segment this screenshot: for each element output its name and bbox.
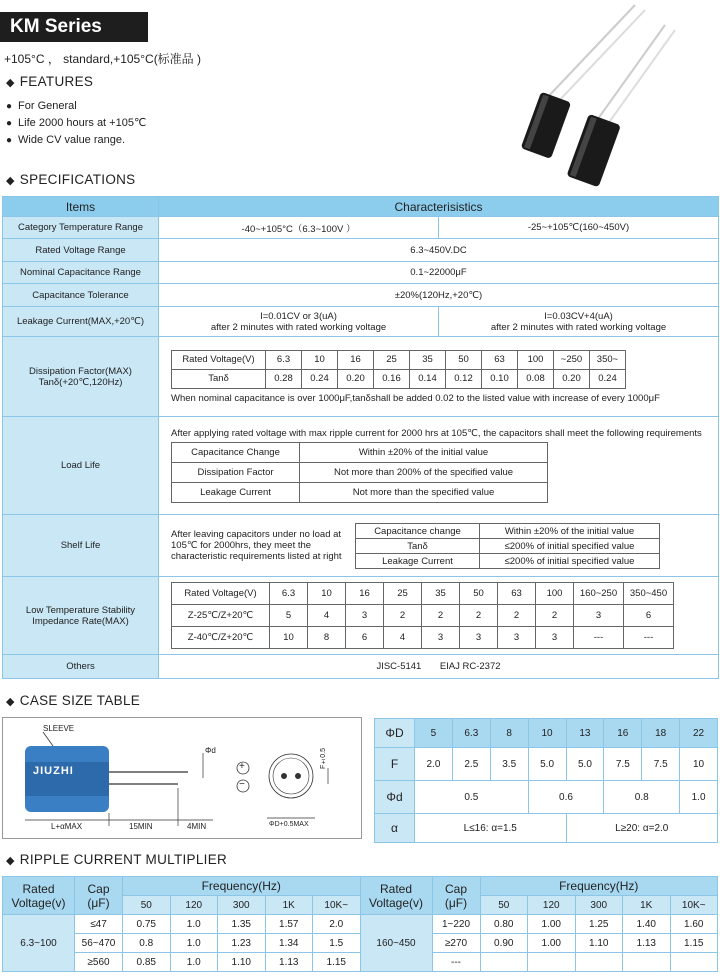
table-cell: ≥560 bbox=[75, 953, 123, 972]
table-cell: 350~ bbox=[590, 350, 626, 369]
table-cell: 1.0 bbox=[170, 953, 218, 972]
capacitor-photo bbox=[505, 0, 685, 190]
category-temp-label: Category Temperature Range bbox=[3, 217, 159, 239]
table-cell: 0.85 bbox=[123, 953, 171, 972]
table-cell: 35 bbox=[410, 350, 446, 369]
table-cell: 1.0 bbox=[170, 934, 218, 953]
table-cell: 120 bbox=[170, 896, 218, 915]
nominal-capacitance-label: Nominal Capacitance Range bbox=[3, 262, 159, 284]
right-voltage-range: 160~450 bbox=[360, 915, 432, 972]
table-cell: 350~450 bbox=[624, 583, 674, 605]
table-cell: Capacitance Change bbox=[172, 443, 300, 463]
table-cell: 35 bbox=[422, 583, 460, 605]
table-cell: Dissipation Factor bbox=[172, 463, 300, 483]
table-cell: 1.10 bbox=[218, 953, 266, 972]
low-temp-label bbox=[3, 577, 159, 655]
table-cell: 3 bbox=[574, 605, 624, 627]
table-cell: 16 bbox=[338, 350, 374, 369]
table-cell: --- bbox=[574, 627, 624, 649]
leakage-current-low bbox=[159, 307, 439, 337]
table-cell: 3 bbox=[498, 627, 536, 649]
table-cell: 8 bbox=[308, 627, 346, 649]
heading-text: RIPPLE CURRENT MULTIPLIER bbox=[19, 852, 228, 867]
table-cell: ≥270 bbox=[432, 934, 480, 953]
table-cell: 2.0 bbox=[313, 915, 361, 934]
table-cell: 0.24 bbox=[590, 369, 626, 388]
nominal-capacitance-value: 0.1~22000μF bbox=[159, 262, 719, 284]
table-cell: 50 bbox=[446, 350, 482, 369]
table-cell: 0.90 bbox=[480, 934, 528, 953]
table-cell: Rated Voltage(V) bbox=[172, 350, 266, 369]
features-heading bbox=[6, 74, 93, 89]
table-cell: 0.12 bbox=[446, 369, 482, 388]
table-cell bbox=[670, 953, 718, 972]
load-life-label: Load Life bbox=[3, 417, 159, 515]
load-life-table bbox=[171, 442, 548, 503]
table-cell: 0.08 bbox=[518, 369, 554, 388]
table-cell: Z-40℃/Z+20℃ bbox=[172, 627, 270, 649]
table-cell: 1.13 bbox=[623, 934, 671, 953]
table-cell: 1.15 bbox=[313, 953, 361, 972]
cap-header: Cap (μF) bbox=[432, 877, 480, 915]
table-cell: 6 bbox=[624, 605, 674, 627]
ripple-current-table bbox=[2, 876, 718, 972]
text-line: after 2 minutes with rated working voltage bbox=[490, 321, 667, 333]
table-cell: 1K bbox=[623, 896, 671, 915]
table-cell: 25 bbox=[384, 583, 422, 605]
table-cell bbox=[575, 953, 623, 972]
table-cell: 1.15 bbox=[670, 934, 718, 953]
table-cell: 4 bbox=[384, 627, 422, 649]
category-temp-low: -40~+105°C（6.3~100V ） bbox=[159, 217, 439, 239]
shelf-life-label: Shelf Life bbox=[3, 515, 159, 577]
table-cell: 1.34 bbox=[265, 934, 313, 953]
table-cell: 6.3 bbox=[266, 350, 302, 369]
table-cell: 1.60 bbox=[670, 915, 718, 934]
table-cell: Z-25℃/Z+20℃ bbox=[172, 605, 270, 627]
table-cell: 2 bbox=[384, 605, 422, 627]
table-cell: 5.0 bbox=[528, 748, 566, 781]
heading-text: FEATURES bbox=[19, 74, 94, 89]
table-cell: 10 bbox=[270, 627, 308, 649]
table-cell: 6 bbox=[346, 627, 384, 649]
table-cell: ≤200% of initial specified value bbox=[480, 539, 660, 554]
table-cell: 50 bbox=[480, 896, 528, 915]
table-cell: 1.00 bbox=[528, 934, 576, 953]
lead-min-dimension: 15MIN bbox=[129, 822, 153, 831]
low-temp-table bbox=[171, 582, 674, 649]
table-cell: 3 bbox=[460, 627, 498, 649]
capacitance-tolerance-value: ±20%(120Hz,+20℃) bbox=[159, 284, 719, 307]
text-line: Low Temperature Stability bbox=[25, 604, 136, 616]
table-cell: 1.0 bbox=[680, 781, 718, 814]
frequency-header: Frequency(Hz) bbox=[480, 877, 718, 896]
table-cell: 4 bbox=[308, 605, 346, 627]
heading-text: CASE SIZE TABLE bbox=[19, 693, 141, 708]
table-cell: 3 bbox=[346, 605, 384, 627]
characteristics-header: Characterisistics bbox=[159, 197, 719, 217]
table-cell: 63 bbox=[482, 350, 518, 369]
table-cell: 3 bbox=[422, 627, 460, 649]
table-cell: Within ±20% of the initial value bbox=[480, 524, 660, 539]
shelf-life-note: After leaving capacitors under no load at 105℃ for 2000hrs, they meet the characteristic requirements listed at right bbox=[171, 529, 342, 562]
feature-item: ● Life 2000 hours at +105℃ bbox=[6, 115, 146, 132]
load-life-note: After applying rated voltage with max ripple current for 2000 hrs at 105℃, the capacitors shall meet the following requirements bbox=[171, 428, 702, 439]
table-cell: 10K~ bbox=[670, 896, 718, 915]
table-cell: 6.3 bbox=[270, 583, 308, 605]
table-cell: 2 bbox=[498, 605, 536, 627]
heading-text: SPECIFICATIONS bbox=[19, 172, 136, 187]
specifications-table bbox=[2, 196, 719, 679]
table-cell bbox=[528, 953, 576, 972]
table-cell: 1.25 bbox=[575, 915, 623, 934]
table-cell: 0.28 bbox=[266, 369, 302, 388]
table-cell: ≤47 bbox=[75, 915, 123, 934]
pitch-dimension: F±0.5 bbox=[320, 748, 327, 770]
table-cell: 10 bbox=[528, 719, 566, 748]
table-cell: 1.23 bbox=[218, 934, 266, 953]
table-cell: Rated Voltage(V) bbox=[172, 583, 270, 605]
table-cell: --- bbox=[432, 953, 480, 972]
others-value: JISC-5141 EIAJ RC-2372 bbox=[159, 655, 719, 679]
diamond-icon: ◆ bbox=[6, 696, 15, 708]
table-cell bbox=[623, 953, 671, 972]
table-cell: 100 bbox=[518, 350, 554, 369]
table-cell: 3 bbox=[536, 627, 574, 649]
table-cell: ≤200% of initial specified value bbox=[480, 554, 660, 569]
brand-label: JIUZHI bbox=[33, 765, 74, 777]
table-cell: 0.8 bbox=[604, 781, 680, 814]
table-cell: Not more than 200% of the specified value bbox=[300, 463, 548, 483]
table-cell: 63 bbox=[498, 583, 536, 605]
table-cell: 6.3 bbox=[452, 719, 490, 748]
case-size-table bbox=[374, 718, 718, 843]
table-cell: 300 bbox=[575, 896, 623, 915]
length-dimension: L+αMAX bbox=[51, 822, 83, 831]
table-cell: 1.35 bbox=[218, 915, 266, 934]
lead-diameter-label: Φd bbox=[205, 746, 216, 755]
table-cell: 2.0 bbox=[415, 748, 453, 781]
table-cell: 10 bbox=[302, 350, 338, 369]
diamond-icon: ◆ bbox=[6, 77, 15, 89]
rated-voltage-header: Rated Voltage(v) bbox=[360, 877, 432, 915]
table-cell: 16 bbox=[604, 719, 642, 748]
table-cell: 0.14 bbox=[410, 369, 446, 388]
table-cell: 3.5 bbox=[490, 748, 528, 781]
table-cell: 1K bbox=[265, 896, 313, 915]
items-header: Items bbox=[3, 197, 159, 217]
table-cell: Tanδ bbox=[172, 369, 266, 388]
table-cell: 18 bbox=[642, 719, 680, 748]
table-cell: 5.0 bbox=[566, 748, 604, 781]
table-cell: L≤16: α=1.5 bbox=[415, 814, 567, 843]
dissipation-factor-label bbox=[3, 337, 159, 417]
category-temp-high: -25~+105℃(160~450V) bbox=[439, 217, 719, 239]
table-cell: 7.5 bbox=[642, 748, 680, 781]
table-cell: Leakage Current bbox=[172, 483, 300, 503]
table-cell: 13 bbox=[566, 719, 604, 748]
table-cell: 50 bbox=[123, 896, 171, 915]
table-cell: 10 bbox=[308, 583, 346, 605]
features-list bbox=[6, 98, 146, 149]
others-label: Others bbox=[3, 655, 159, 679]
dissipation-factor-cell bbox=[159, 337, 719, 417]
table-cell: Tanδ bbox=[356, 539, 480, 554]
table-cell: 1~220 bbox=[432, 915, 480, 934]
table-cell: --- bbox=[624, 627, 674, 649]
table-cell: Capacitance change bbox=[356, 524, 480, 539]
table-cell: 0.5 bbox=[415, 781, 529, 814]
plus-icon: + bbox=[239, 761, 245, 772]
diameter-dimension: ΦD+0.5MAX bbox=[269, 821, 309, 828]
table-cell: 160~250 bbox=[574, 583, 624, 605]
table-cell: 2.5 bbox=[452, 748, 490, 781]
text-line: I=0.03CV+4(uA) bbox=[544, 310, 613, 322]
table-cell: 50 bbox=[460, 583, 498, 605]
feature-item: ● Wide CV value range. bbox=[6, 132, 146, 149]
dissipation-factor-note: When nominal capacitance is over 1000μF,tanδshall be added 0.02 to the listed value with increase of every 1000μF bbox=[171, 392, 660, 404]
dissipation-factor-table bbox=[171, 350, 626, 389]
series-title: KM Series bbox=[0, 12, 148, 42]
rated-voltage-label: Rated Voltage Range bbox=[3, 239, 159, 262]
table-cell: 1.0 bbox=[170, 915, 218, 934]
table-cell: 25 bbox=[374, 350, 410, 369]
table-cell: 100 bbox=[536, 583, 574, 605]
leakage-current-high bbox=[439, 307, 719, 337]
table-cell: 10K~ bbox=[313, 896, 361, 915]
text-line: Tanδ(+20℃,120Hz) bbox=[38, 376, 123, 388]
shelf-life-cell bbox=[159, 515, 719, 577]
series-subtitle: +105°C ， standard,+105°C(标准品 ) bbox=[4, 52, 202, 66]
table-cell: 2 bbox=[536, 605, 574, 627]
table-cell: 0.80 bbox=[480, 915, 528, 934]
table-cell: 0.24 bbox=[302, 369, 338, 388]
low-temp-cell bbox=[159, 577, 719, 655]
table-cell: 0.8 bbox=[123, 934, 171, 953]
rated-voltage-value: 6.3~450V.DC bbox=[159, 239, 719, 262]
phid-label: Φd bbox=[375, 781, 415, 814]
table-cell: 300 bbox=[218, 896, 266, 915]
diamond-icon: ◆ bbox=[6, 175, 15, 187]
minus-icon: − bbox=[239, 779, 245, 790]
left-voltage-range: 6.3~100 bbox=[3, 915, 75, 972]
table-cell: L≥20: α=2.0 bbox=[566, 814, 718, 843]
load-life-cell bbox=[159, 417, 719, 515]
case-size-heading bbox=[6, 693, 140, 708]
table-cell: 2 bbox=[460, 605, 498, 627]
cap-header: Cap (μF) bbox=[75, 877, 123, 915]
table-cell: Not more than the specified value bbox=[300, 483, 548, 503]
table-cell bbox=[480, 953, 528, 972]
table-cell: 0.10 bbox=[482, 369, 518, 388]
phiD-label: ΦD bbox=[375, 719, 415, 748]
rated-voltage-header: Rated Voltage(v) bbox=[3, 877, 75, 915]
table-cell: Leakage Current bbox=[356, 554, 480, 569]
table-cell: 7.5 bbox=[604, 748, 642, 781]
table-cell: 56~470 bbox=[75, 934, 123, 953]
table-cell: 1.00 bbox=[528, 915, 576, 934]
ripple-heading bbox=[6, 852, 227, 867]
capacitance-tolerance-label: Capacitance Tolerance bbox=[3, 284, 159, 307]
specifications-heading bbox=[6, 172, 135, 187]
table-cell: 16 bbox=[346, 583, 384, 605]
table-cell: 1.13 bbox=[265, 953, 313, 972]
diamond-icon: ◆ bbox=[6, 855, 15, 867]
table-cell: 0.16 bbox=[374, 369, 410, 388]
table-cell: 10 bbox=[680, 748, 718, 781]
text-line: Impedance Rate(MAX) bbox=[32, 615, 129, 627]
text-line: Dissipation Factor(MAX) bbox=[29, 365, 132, 377]
table-cell: 1.5 bbox=[313, 934, 361, 953]
frequency-header: Frequency(Hz) bbox=[123, 877, 361, 896]
case-dimension-drawing bbox=[2, 717, 362, 839]
table-cell: 2 bbox=[422, 605, 460, 627]
table-cell: 0.75 bbox=[123, 915, 171, 934]
table-cell: 0.20 bbox=[338, 369, 374, 388]
table-cell: 22 bbox=[680, 719, 718, 748]
table-cell: 5 bbox=[270, 605, 308, 627]
table-cell: 0.20 bbox=[554, 369, 590, 388]
leakage-current-label: Leakage Current(MAX,+20℃) bbox=[3, 307, 159, 337]
table-cell: Within ±20% of the initial value bbox=[300, 443, 548, 463]
F-label: F bbox=[375, 748, 415, 781]
shelf-life-table bbox=[355, 523, 660, 569]
feature-item: ● For General bbox=[6, 98, 146, 115]
table-cell: 1.10 bbox=[575, 934, 623, 953]
table-cell: 1.57 bbox=[265, 915, 313, 934]
sleeve-label: SLEEVE bbox=[43, 724, 75, 733]
table-cell: 8 bbox=[490, 719, 528, 748]
lead-4min-dimension: 4MIN bbox=[187, 822, 207, 831]
text-line: after 2 minutes with rated working voltage bbox=[210, 321, 387, 333]
text-line: I=0.01CV or 3(uA) bbox=[260, 310, 337, 322]
alpha-label: α bbox=[375, 814, 415, 843]
table-cell: 1.40 bbox=[623, 915, 671, 934]
table-cell: ~250 bbox=[554, 350, 590, 369]
table-cell: 0.6 bbox=[528, 781, 604, 814]
table-cell: 120 bbox=[528, 896, 576, 915]
table-cell: 5 bbox=[415, 719, 453, 748]
